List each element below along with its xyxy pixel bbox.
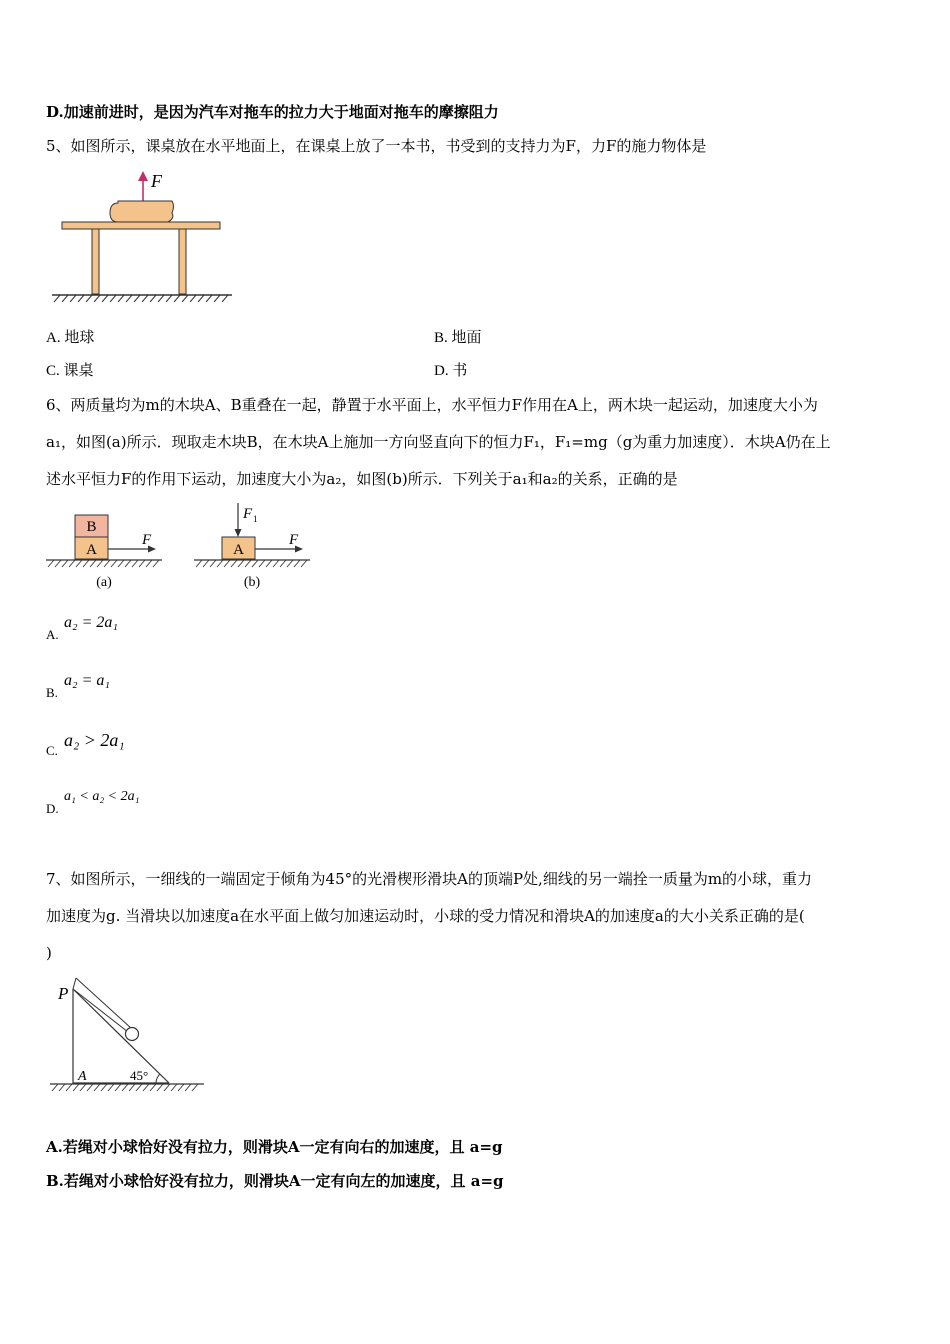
q4-option-d: D.加速前进时，是因为汽车对拖车的拉力大于地面对拖车的摩擦阻力 [46,103,499,121]
q6-option-a-label[interactable]: A. [46,627,59,642]
force-label: F [151,171,162,191]
q7-option-b[interactable]: B.若绳对小球恰好没有拉力，则滑块A一定有向左的加速度，且 a=g [46,1172,504,1190]
q7-option-a[interactable]: A.若绳对小球恰好没有拉力，则滑块A一定有向右的加速度，且 a=g [46,1138,503,1156]
caption-b: (b) [243,575,261,590]
desk-leg-left [92,229,99,294]
q6-option-b-expr[interactable]: a₂ = a₁ [64,672,110,689]
q5-option-c[interactable]: C. 课桌 [46,363,94,379]
q7-stem-line3: ) [46,944,52,962]
angle-arc [156,1074,160,1083]
ball [126,1028,139,1041]
q6-option-c-expr[interactable]: a₂ > 2a₁ [64,730,125,750]
q6-stem-line1: 6、两质量均为m的木块A、B重叠在一起，静置于水平面上，水平恒力F作用在A上，两木块一起运动，加速度大小为 [46,396,818,414]
desk-leg-right [179,229,186,294]
q5-option-d[interactable]: D. 书 [434,363,468,379]
thread [73,989,128,1032]
block-a-label-b: A [233,542,244,558]
q5-stem: 5、如图所示，课桌放在水平地面上，在课桌上放了一本书，书受到的支持力为F，力F的施力物体是 [46,137,707,155]
q7-figure-wedge [48,972,208,1102]
force-f-label-a: F [142,532,152,548]
q6-option-a-expr[interactable]: a₂ = 2a₁ [64,614,118,631]
desk-top [62,222,220,229]
q5-option-b[interactable]: B. 地面 [434,330,482,346]
force-f-label-b: F [289,532,299,548]
q5-option-a[interactable]: A. 地球 [46,330,95,346]
caption-a: (a) [96,575,112,590]
book [110,201,174,222]
force-f1-sub: 1 [253,514,258,524]
q6-option-c-label[interactable]: C. [46,743,58,758]
block-a-label-a: A [86,542,97,558]
q7-stem-line1: 7、如图所示，一细线的一端固定于倾角为45°的光滑楔形滑块A的顶端P处,细线的另一端拴一质量为m的小球，重力 [46,870,813,888]
force-arrowhead [138,171,148,181]
q6-stem-line2: a₁，如图(a)所示．现取走木块B，在木块A上施加一方向竖直向下的恒力F₁，F₁=mg（g为重力加速度）．木块A仍在上 [46,433,831,451]
label-a: A [78,1069,87,1084]
q5-figure-desk [48,168,238,303]
q6-option-d-expr[interactable]: a₁ < a₂ < 2a₁ [64,789,140,804]
wedge-incline [73,989,169,1083]
force-f1-label: F [243,506,253,522]
block-b-label: B [86,519,97,535]
q6-option-b-label[interactable]: B. [46,685,58,700]
label-p: P [58,984,69,1003]
q6-figure [44,500,319,595]
ground-hatching [54,295,228,302]
q6-stem-line3: 述水平恒力F的作用下运动，加速度大小为a₂，如图(b)所示．下列关于a₁和a₂的关系，正确的是 [46,470,678,488]
q6-option-d-label[interactable]: D. [46,801,59,816]
q7-stem-line2: 加速度为g. 当滑块以加速度a在水平面上做匀加速运动时，小球的受力情况和滑块A的加速度a的大小关系正确的是( [46,907,805,925]
angle-label: 45° [130,1068,149,1083]
